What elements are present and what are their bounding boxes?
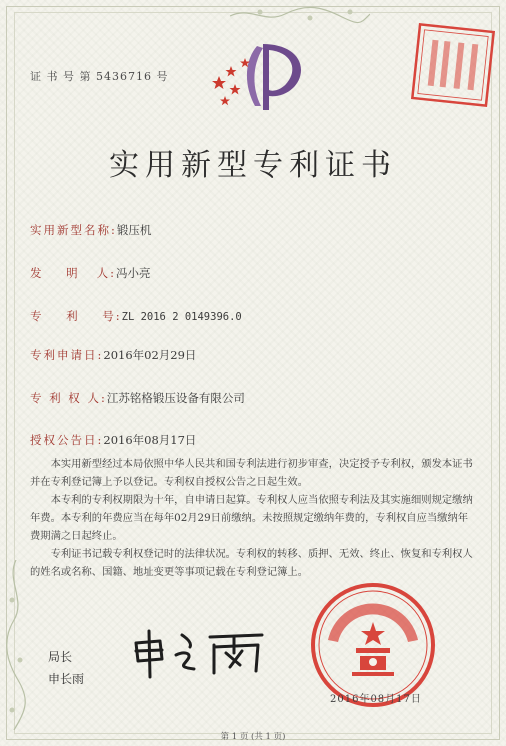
certificate-title: 实用新型专利证书 [109, 148, 397, 183]
field-label: 专 利 权 人: [30, 391, 107, 405]
body-paragraph: 本专利的专利权期限为十年，自申请日起算。专利权人应当依照专利法及其实施细则规定缴纳年费。本专利的年费应当在每年02月29日前缴纳。未按照规定缴纳年费的，专利权自应当缴纳年费期满之日起终止。 [30, 494, 473, 542]
field-value: 2016年08月17日 [103, 433, 197, 447]
signer-name: 申长雨 [48, 672, 85, 686]
certificate-number-value: 5436716 [96, 70, 152, 83]
field-label: 实用新型名称: [30, 223, 117, 237]
field-application-date [30, 347, 196, 363]
field-value: ZL 2016 2 0149396.0 [121, 311, 242, 323]
handwritten-signature-icon [130, 625, 270, 680]
field-utility-model-name [30, 222, 151, 238]
signer-title: 局长 [48, 650, 73, 664]
field-label: 专 利 号: [30, 309, 122, 323]
certificate-number [30, 68, 169, 84]
seal-date: 2016年08月17日 [330, 694, 422, 705]
field-value: 江苏铭格锻压设备有限公司 [106, 391, 245, 405]
body-paragraph: 专利证书记载专利权登记时的法律状况。专利权的转移、质押、无效、终止、恢复和专利权人的姓名或名称、国籍、地址变更等事项记载在专利登记簿上。 [30, 548, 473, 578]
certificate-number-label: 证 书 号 第 [30, 70, 92, 83]
field-value: 2016年02月29日 [103, 348, 197, 362]
field-value: 锻压机 [116, 223, 152, 237]
field-inventor [30, 265, 150, 281]
page-number: 第 1 页 (共 1 页) [220, 732, 286, 742]
body-paragraph: 本实用新型经过本局依照中华人民共和国专利法进行初步审查，决定授予专利权，颁发本证书并在专利登记簿上予以登记。专利权自授权公告之日起生效。 [30, 458, 473, 488]
certificate-number-suffix: 号 [156, 70, 169, 83]
field-patentee [30, 390, 245, 406]
field-label: 发 明 人: [30, 266, 116, 280]
field-label: 授权公告日: [30, 433, 104, 447]
certificate-body [30, 455, 476, 581]
sipo-logo-icon [205, 40, 305, 120]
field-label: 专利申请日: [30, 348, 104, 362]
field-value: 冯小亮 [115, 266, 151, 280]
field-patent-number [30, 308, 242, 324]
top-vine-ornament [230, 4, 370, 26]
field-grant-date [30, 432, 196, 448]
agency-stamp-icon [410, 22, 496, 108]
left-vine-ornament [4, 560, 28, 730]
